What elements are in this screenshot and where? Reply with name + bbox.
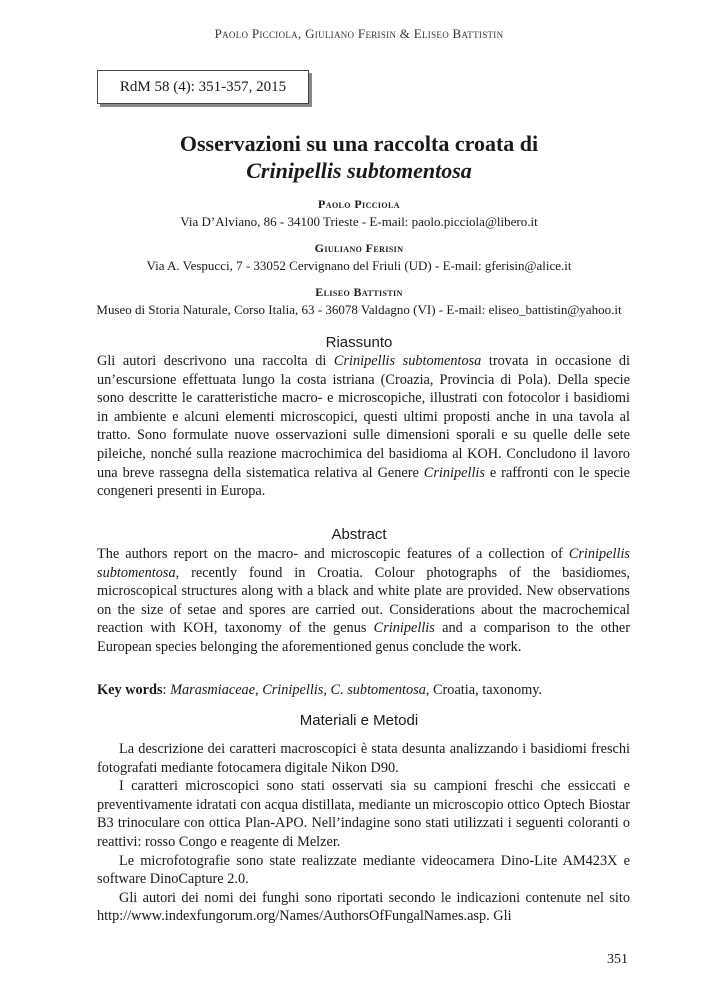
author-name: Eliseo Battistin bbox=[315, 285, 403, 299]
journal-reference: RdM 58 (4): 351-357, 2015 bbox=[97, 70, 309, 104]
author-name: Paolo Picciola bbox=[318, 197, 400, 211]
author-1 bbox=[0, 196, 718, 230]
running-head: Paolo Picciola, Giuliano Ferisin & Eliseo Battistin bbox=[214, 26, 504, 41]
page-number: 351 bbox=[607, 952, 628, 967]
author-affiliation: Via A. Vespucci, 7 - 33052 Cervignano del Friuli (UD) - E-mail: gferisin@alice.it bbox=[146, 258, 572, 273]
metodi-text bbox=[97, 740, 630, 926]
author-affiliation: Museo di Storia Naturale, Corso Italia, 63 - 36078 Valdagno (VI) - E-mail: eliseo_battistin@yahoo.it bbox=[96, 302, 622, 317]
metodi-paragraph-4: Gli autori dei nomi dei funghi sono riportati secondo le indicazioni contenute nel sito http://www.indexfungorum.org/Names/AuthorsOfFungalNames.asp. Gli bbox=[97, 889, 630, 925]
author-name: Giuliano Ferisin bbox=[314, 241, 404, 255]
author-3 bbox=[0, 284, 718, 318]
title-line-2: Crinipellis subtomentosa bbox=[246, 158, 472, 183]
article-title bbox=[0, 130, 718, 184]
author-2 bbox=[0, 240, 718, 274]
title-line-1: Osservazioni su una raccolta croata di bbox=[179, 131, 539, 156]
author-affiliation: Via D’Alviano, 86 - 34100 Trieste - E-mail: paolo.picciola@libero.it bbox=[180, 214, 538, 229]
riassunto-text: Gli autori descrivono una raccolta di Crinipellis subtomentosa trovata in occasione di un’escursione effettuata lungo la costa istriana (Croazia, Provincia di Pola). Della specie sono descritte le caratteristiche macro- e microscopiche, illustrati con fotocolor i basidiomi in ambiente e alcuni elementi microscopici, questi ultimi proposti anche in una tavola al tratto. Sono formulate nuove osservazioni sulle dimensioni sporali e su quelle delle sete pileiche, nonché sulla reazione macrochimica del basidioma al KOH. Concludono il lavoro una breve rassegna della sistematica relativa al Genere Crinipellis e raffronti con le specie congeneri presenti in Europa. bbox=[97, 353, 631, 500]
metodi-paragraph-1: La descrizione dei caratteri macroscopici è stata desunta analizzando i basidiomi freschi fotografati mediante fotocamera digitale Nikon D90. bbox=[97, 741, 630, 776]
metodi-heading: Materiali e Metodi bbox=[299, 712, 419, 729]
keywords: Key words: Marasmiaceae, Crinipellis, C. subtomentosa, Croatia, taxonomy. bbox=[97, 682, 543, 698]
riassunto-heading: Riassunto bbox=[325, 334, 393, 351]
abstract-text: The authors report on the macro- and microscopic features of a collection of Crinipellis subtomentosa, recently found in Croatia. Colour photographs of the basidiomes, microscopical structures along with a black and white plate are provided. New observations on the size of setae and spores are carried out. Considerations about the macrochemical reaction with KOH, taxonomy of the genus Crinipellis and a comparison to the other European species belonging the aforementioned genus conclude the work. bbox=[97, 546, 630, 655]
abstract-heading: Abstract bbox=[331, 526, 387, 543]
metodi-paragraph-2: I caratteri microscopici sono stati osservati sia su campioni freschi che essiccati e preventivamente idratati con acqua distillata, mediante un microscopio ottico Optech Biostar B3 trinoculare con ottica Plan-APO. Nell’indagine sono stati utilizzati i seguenti coloranti o reattivi: rosso Congo e reagente di Melzer. bbox=[97, 778, 630, 850]
metodi-paragraph-3: Le microfotografie sono state realizzate mediante videocamera Dino-Lite AM423X e software DinoCapture 2.0. bbox=[97, 852, 630, 888]
